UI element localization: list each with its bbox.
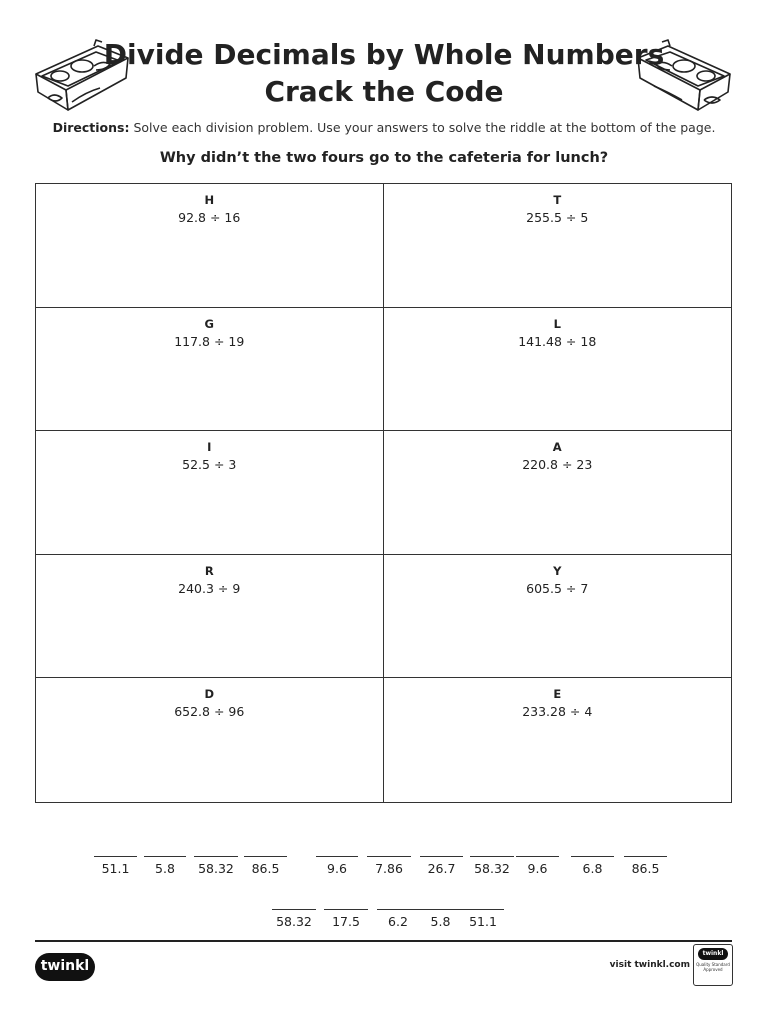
problem-cell[interactable] (384, 184, 732, 308)
title-line-2: Crack the Code (264, 75, 504, 108)
answer-blank[interactable]: 26.7 (420, 856, 463, 876)
problem-cell[interactable] (384, 431, 732, 555)
answer-blank[interactable]: 7.86 (367, 856, 411, 876)
answer-blank[interactable]: 51.1 (462, 909, 504, 929)
problem-expression: 117.8 ÷ 19 (174, 333, 245, 349)
problem-expression: 605.5 ÷ 7 (526, 580, 589, 596)
problem-letter: A (552, 440, 562, 455)
answer-blank[interactable]: 58.32 (272, 909, 316, 929)
problem-expression: 141.48 ÷ 18 (518, 333, 597, 349)
problem-expression: 220.8 ÷ 23 (522, 457, 593, 473)
answer-blank[interactable]: 5.8 (419, 909, 462, 929)
badge-text: Quality Standard Approved (696, 962, 730, 972)
answer-blank[interactable]: 9.6 (516, 856, 559, 876)
lunchbox-illustration-right (634, 36, 734, 118)
problem-letter: R (204, 563, 214, 578)
answer-blank[interactable]: 86.5 (244, 856, 287, 876)
problem-cell[interactable] (36, 431, 384, 555)
problem-cell[interactable] (384, 308, 732, 432)
title-line-1: Divide Decimals by Whole Numbers (103, 38, 665, 71)
answer-blank[interactable]: 58.32 (194, 856, 238, 876)
problem-expression: 52.5 ÷ 3 (182, 457, 237, 473)
visit-link[interactable]: visit twinkl.com (609, 960, 690, 970)
problem-cell[interactable] (36, 308, 384, 432)
answer-blank[interactable]: 58.32 (470, 856, 514, 876)
problem-letter: G (204, 316, 214, 331)
answer-blank[interactable]: 9.6 (316, 856, 358, 876)
problem-expression: 255.5 ÷ 5 (526, 210, 589, 225)
problem-grid (35, 183, 732, 803)
problem-letter: Y (553, 563, 562, 578)
problem-cell[interactable] (36, 555, 384, 679)
answer-blank[interactable]: 6.2 (377, 909, 419, 929)
answer-blank[interactable]: 51.1 (94, 856, 137, 876)
footer-divider (35, 940, 732, 942)
answer-blank[interactable]: 86.5 (624, 856, 667, 876)
problem-letter: L (553, 316, 561, 331)
problem-letter: H (204, 193, 215, 207)
problem-cell[interactable] (384, 555, 732, 679)
problem-cell[interactable] (36, 184, 384, 308)
badge-logo: twinkl (698, 948, 728, 960)
problem-letter: E (553, 687, 562, 702)
lunchbox-illustration-left (32, 36, 132, 118)
problem-cell[interactable] (36, 678, 384, 802)
problem-expression: 240.3 ÷ 9 (178, 580, 241, 596)
directions (0, 120, 768, 135)
problem-expression: 92.8 ÷ 16 (178, 210, 241, 225)
riddle-question: Why didn’t the two fours go to the cafeteria for lunch? (159, 150, 609, 166)
problem-expression: 652.8 ÷ 96 (174, 704, 245, 720)
problem-expression: 233.28 ÷ 4 (522, 704, 593, 720)
problem-letter: D (204, 687, 215, 702)
quality-badge (693, 944, 733, 986)
answer-blank[interactable]: 5.8 (144, 856, 186, 876)
twinkl-logo[interactable]: twinkl (35, 953, 95, 981)
problem-letter: I (207, 440, 212, 455)
problem-letter: T (553, 193, 562, 207)
directions-label: Directions: (52, 120, 130, 135)
answer-blank[interactable]: 17.5 (324, 909, 368, 929)
directions-text: Solve each division problem. Use your answers to solve the riddle at the bottom of the page. (133, 120, 716, 135)
answer-blank[interactable]: 6.8 (571, 856, 614, 876)
problem-cell[interactable] (384, 678, 732, 802)
